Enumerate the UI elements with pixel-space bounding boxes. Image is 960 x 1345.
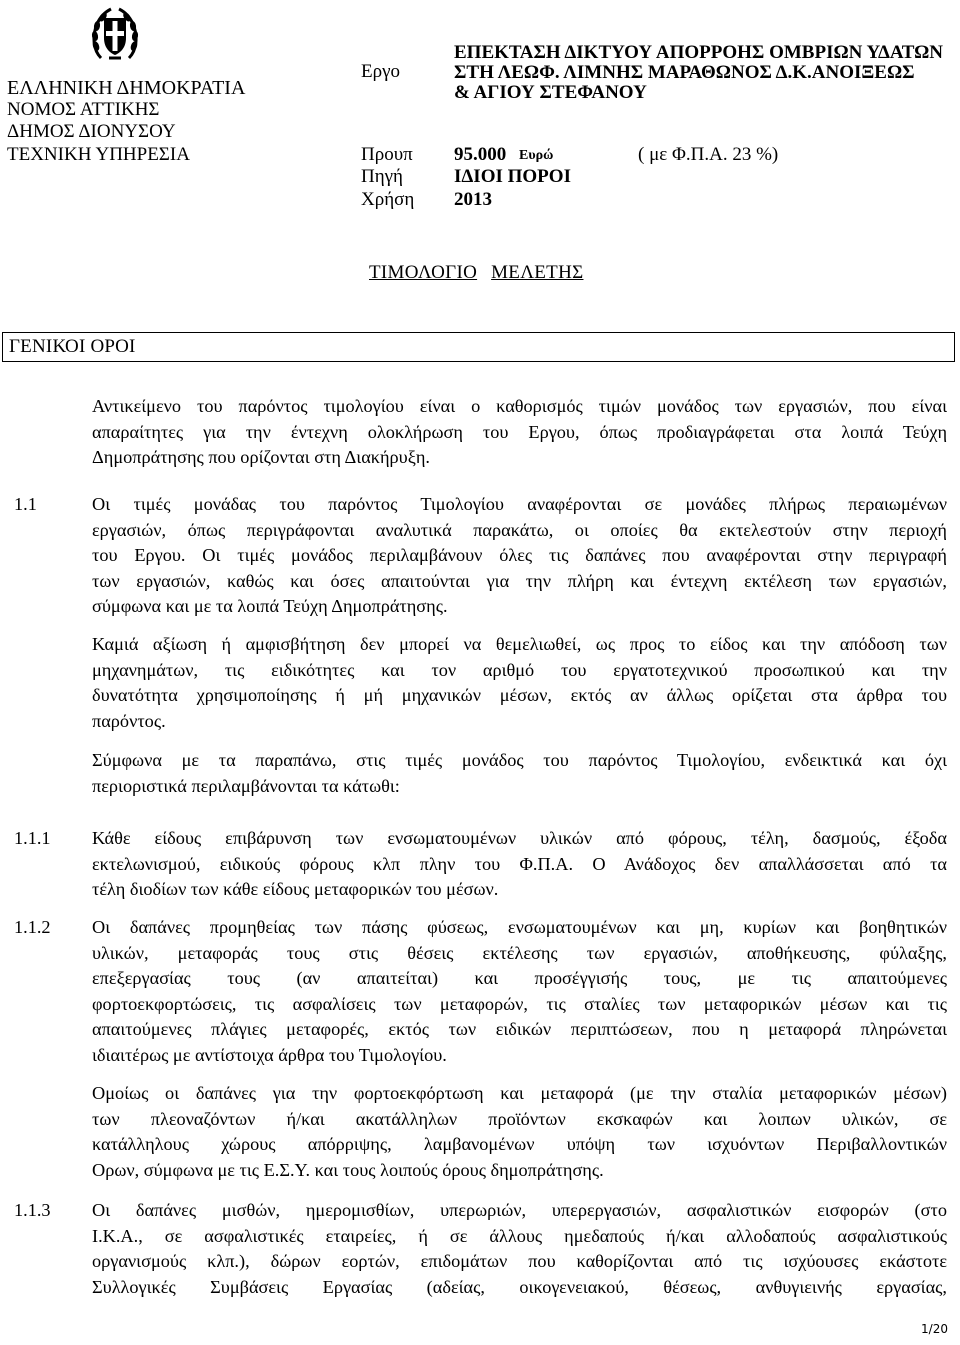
clause-line: των εργασιών, καθώς και όσες απαιτούνται για την πλήρη και έντεχνη εκτέλεση των εργασιών, bbox=[92, 570, 947, 591]
clause-line: του Εργου. Οι τιμές μονάδος περιλαμβάνουν όλες τις δαπάνες που αναφέρονται στην περιγραφή bbox=[92, 545, 947, 565]
clause-line: Κάθε είδους επιβάρυνση των ενσωματουμένων υλικών από φόρους, τέλη, δασμούς, έξοδα bbox=[92, 828, 947, 848]
clause-line: μηχανημάτων, τις ειδικότητες και τον αριθμό του εργατοτεχνικού προσωπικού και την bbox=[92, 659, 947, 680]
clause-line: παρόντος. bbox=[92, 710, 166, 731]
clause-line: Οι τιμές μονάδας του παρόντος Τιμολογίου αναφέρονται σε μονάδες πλήρως περαιωμένων bbox=[92, 494, 947, 514]
year-label: Χρήση bbox=[361, 189, 415, 210]
claims-paragraph bbox=[92, 632, 947, 734]
clause-number: 1.1.2 bbox=[14, 917, 51, 937]
document-title-part-1: ΤΙΜΟΛΟΓΙΟ bbox=[369, 262, 478, 283]
clause-line: περιοριστικά περιλαμβάνονται τα κάτωθι: bbox=[92, 775, 400, 796]
project-title-line-2: ΣΤΗ ΛΕΩΦ. ΛΙΜΝΗΣ ΜΑΡΑΘΩΝΟΣ Δ.Κ.ΑΝΟΙΞΕΩΣ bbox=[454, 62, 915, 83]
budget-vat: ( με Φ.Π.Α. 23 %) bbox=[638, 144, 779, 165]
intro-paragraph bbox=[92, 394, 947, 471]
clause-line: Σύμφωνα με τα παραπάνω, στις τιμές μονάδος του παρόντος Τιμολογίου, ενδεικτικά και όχι bbox=[92, 750, 947, 770]
clause-line: Οι δαπάνες μισθών, ημερομισθίων, υπερωριών, υπερεργασιών, ασφαλιστικών εισφορών (στο bbox=[92, 1200, 947, 1220]
clause-number: 1.1.1 bbox=[14, 828, 51, 848]
clause-line: κατάλληλους χώρους απόρριψης, λαμβανομένων υπόψη των ισχυόντων Περιβαλλοντικών bbox=[92, 1134, 947, 1154]
org-municipality: ΔΗΜΟΣ ΔΙΟΝΥΣΟΥ bbox=[7, 121, 176, 142]
clause-line: Ι.Κ.Α., σε ασφαλιστικές εταιρείες, ή σε άλλους ημεδαπούς ή/και αλλοδαπούς ασφαλιστικούς bbox=[92, 1225, 947, 1246]
clause-line: Ορων, σύμφωνα με τις Ε.Σ.Υ. και τους λοιπούς όρους δημοπράτησης. bbox=[92, 1159, 604, 1180]
coat-of-arms-icon bbox=[91, 6, 139, 64]
clause-line: επεξεργασίας τους (αν απαιτείται) και προσέγγισής τους, με τις απαιτούμενες bbox=[92, 968, 947, 988]
clause-1-1-text bbox=[92, 492, 947, 620]
clause-line: Οι δαπάνες προμηθείας των πάσης φύσεως, ενσωματουμένων και μη, κυρίων και βοηθητικών bbox=[92, 917, 947, 937]
clause-line: εκτελωνισμού, ειδικούς φόρους κλπ πλην του Φ.Π.Α. Ο Ανάδοχος δεν απαλλάσσεται από τα bbox=[92, 853, 947, 874]
inclusions-paragraph bbox=[92, 748, 947, 799]
clause-line: υλικών, μεταφοράς τους στις θέσεις εκτέλεσης των εργασιών, αποθήκευσης, φύλαξης, bbox=[92, 942, 947, 963]
budget-currency: Ευρώ bbox=[519, 148, 554, 163]
page-number: 1/20 bbox=[921, 1322, 948, 1336]
clause-number: 1.1 bbox=[14, 494, 37, 514]
clause-line: δυνατότητα χρησιμοποίησης ή μή μηχανικών μέσων, εκτός αν άλλως ορίζεται στα άρθρα του bbox=[92, 685, 947, 705]
clause-line: ιδιαιτέρως με αντίστοιχα άρθρα του Τιμολογίου. bbox=[92, 1044, 447, 1065]
clause-1-1-1-text bbox=[92, 826, 947, 903]
source-label: Πηγή bbox=[361, 166, 403, 187]
clause-line: φορτοεκφορτώσεις, τις ασφαλίσεις των μεταφορών, τις σταλίες των μεταφορικών μέσων και τις bbox=[92, 993, 947, 1014]
document-title-part-2: ΜΕΛΕΤΗΣ bbox=[491, 262, 584, 283]
project-title-line-3: & ΑΓΙΟΥ ΣΤΕΦΑΝΟΥ bbox=[454, 82, 647, 103]
org-prefecture: ΝΟΜΟΣ ΑΤΤΙΚΗΣ bbox=[7, 99, 160, 120]
org-department: ΤΕΧΝΙΚΗ ΥΠΗΡΕΣΙΑ bbox=[7, 144, 190, 165]
intro-line: απαραίτητες για την έντεχνη ολοκλήρωση του Εργου, όπως προδιαγράφεται στα λοιπά Τεύχη bbox=[92, 421, 947, 442]
clause-line: τέλη διοδίων των κάθε είδους μεταφορικών του μέσων. bbox=[92, 879, 499, 899]
intro-line: Δημοπράτησης που ορίζονται στη Διακήρυξη. bbox=[92, 447, 431, 467]
clause-number: 1.1.3 bbox=[14, 1200, 51, 1220]
clause-line: απαιτούμενες πλάγιες μεταφορές, εκτός των ειδικών περιπτώσεων, που η μεταφορά πληρώνεται bbox=[92, 1019, 947, 1039]
clause-line: εργασιών, όπως περιγράφονται αναλυτικά παρακάτω, οι οποίες θα εκτελεστούν στην περιοχή bbox=[92, 519, 947, 540]
clause-line: των πλεοναζόντων ή/και ακατάλληλων προϊόντων εκσκαφών και λοιπων υλικών, σε bbox=[92, 1108, 947, 1129]
year-value: 2013 bbox=[454, 189, 492, 210]
org-name: ΕΛΛΗΝΙΚΗ ΔΗΜΟΚΡΑΤΙΑ bbox=[7, 77, 246, 99]
clause-line: Καμιά αξίωση ή αμφισβήτηση δεν μπορεί να θεμελιωθεί, ως προς το είδος και την απόδοση των bbox=[92, 634, 947, 654]
clause-line: σύμφωνα και με τα λοιπά Τεύχη Δημοπράτησης. bbox=[92, 596, 448, 616]
clause-line: Ομοίως οι δαπάνες για την φορτοεκφόρτωση και μεταφορά (με την σταλία μεταφορικών μέσων) bbox=[92, 1083, 947, 1103]
project-title-line-1: ΕΠΕΚΤΑΣΗ ΔΙΚΤΥΟΥ ΑΠΟΡΡΟΗΣ ΟΜΒΡΙΩΝ ΥΔΑΤΩΝ bbox=[454, 42, 944, 63]
clause-line: Συλλογικές Συμβάσεις Εργασίας (αδείας, οικογενειακού, θέσεως, ανθυγιεινής εργασίας, bbox=[92, 1276, 947, 1297]
clause-1-1-2-text bbox=[92, 915, 947, 1068]
intro-line: Αντικείμενο του παρόντος τιμολογίου είναι ο καθορισμός τιμών μονάδος των εργασιών, που είναι bbox=[92, 396, 947, 416]
budget-value: 95.000 bbox=[454, 144, 507, 165]
section-header-box bbox=[2, 332, 955, 362]
section-title: ΓΕΝΙΚΟΙ ΟΡΟΙ bbox=[9, 336, 136, 357]
disposal-paragraph bbox=[92, 1081, 947, 1183]
document-title bbox=[369, 262, 583, 284]
clause-1-1-3-text bbox=[92, 1198, 947, 1300]
clause-line: οργανισμούς κλπ.), δώρων εορτών, επιδομάτων που καθορίζονται από τις ισχύουσες εκάστοτε bbox=[92, 1251, 947, 1271]
project-label: Εργο bbox=[361, 61, 400, 82]
budget-label: Προυπ bbox=[361, 144, 413, 165]
source-value: ΙΔΙΟΙ ΠΟΡΟΙ bbox=[454, 166, 571, 187]
